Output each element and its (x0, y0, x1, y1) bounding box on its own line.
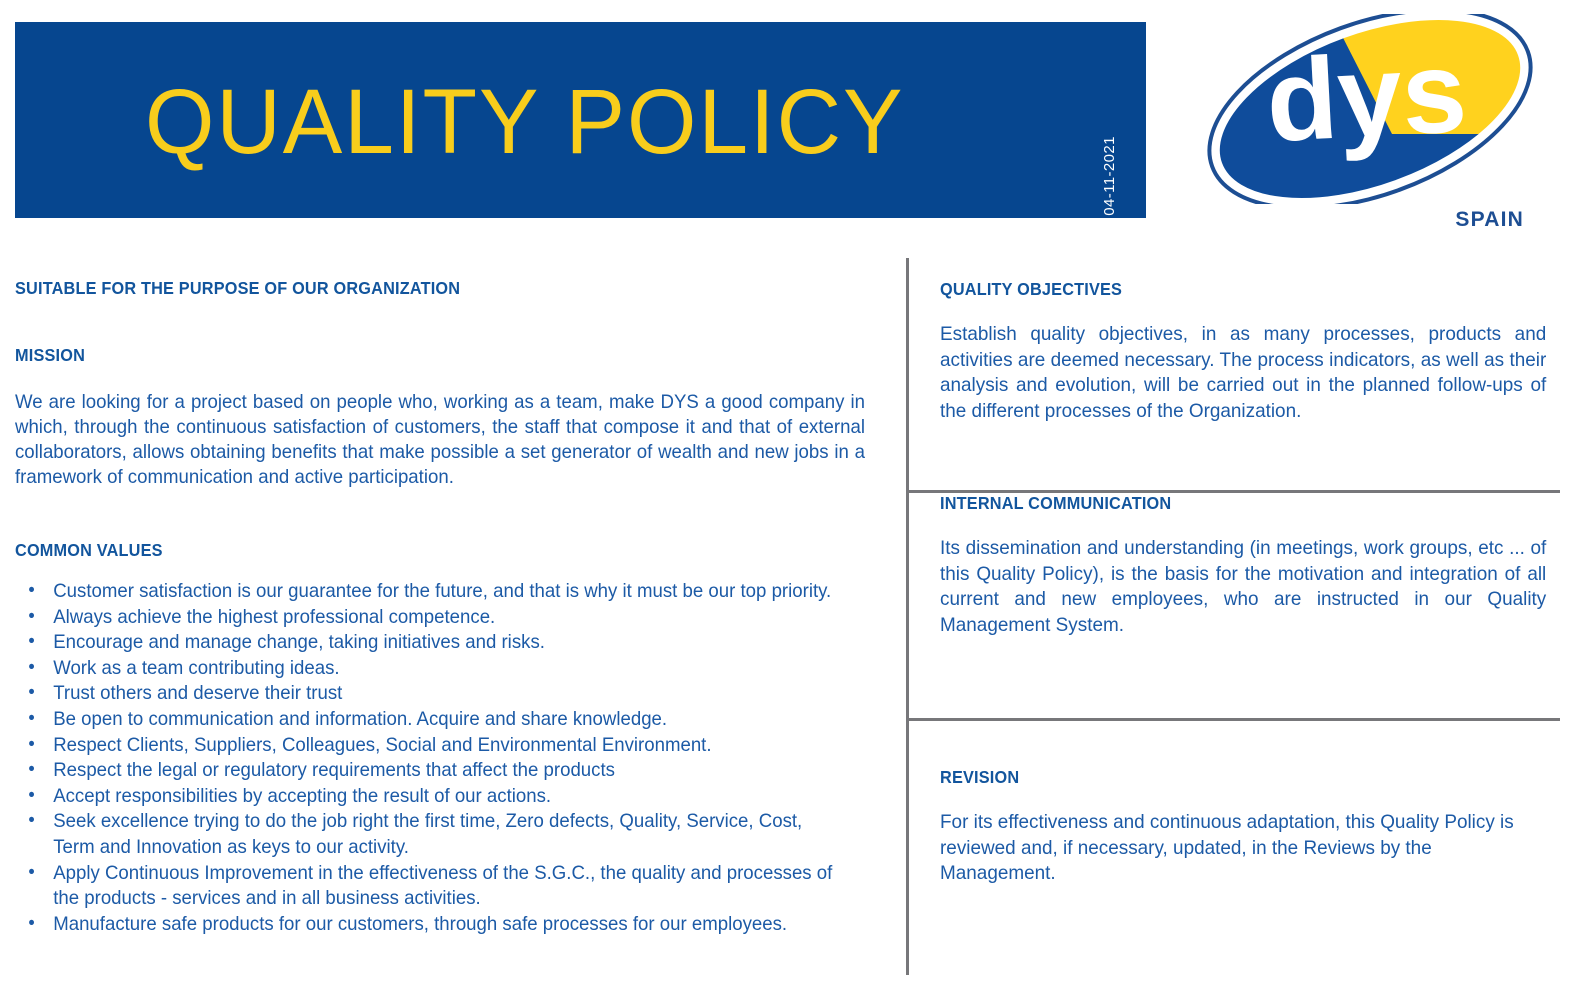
heading-revision: REVISION (940, 767, 1020, 787)
heading-mission: MISSION (15, 345, 86, 365)
revision-paragraph: For its effectiveness and continuous adaptation, this Quality Policy is reviewed and, if necessary, updated, in the Reviews by the Management. (940, 811, 1514, 884)
document-body (0, 250, 1577, 1000)
right-column (940, 250, 1554, 887)
list-item: • Seek excellence trying to do the job right the first time, Zero defects, Quality, Service, Cost, Term and Innovation as keys to our activity. (15, 809, 836, 860)
heading-suitable-purpose: SUITABLE FOR THE PURPOSE OF OUR ORGANIZATION (15, 278, 461, 298)
internal-communication-paragraph: Its dissemination and understanding (in meetings, work groups, etc ... of this Quality Policy), is the basis for the motivation and integration of all current and new employees, who are instructed in our Quality Management System. (940, 537, 1547, 636)
list-item: • Respect Clients, Suppliers, Colleagues, Social and Environmental Environment. (15, 733, 836, 759)
list-item: • Always achieve the highest professional competence. (15, 605, 836, 631)
list-item: • Apply Continuous Improvement in the effectiveness of the S.G.C., the quality and processes of the products - services and in all business activities. (15, 861, 836, 912)
panel-internal-communication (940, 461, 1554, 689)
revision-stamp (1096, 44, 1122, 275)
page-title: QUALITY POLICY (145, 71, 905, 173)
left-column (15, 250, 875, 937)
list-item: • Respect the legal or regulatory requirements that affect the products (15, 758, 836, 784)
svg-text:dys: dys (1263, 25, 1470, 167)
panel-revision (940, 689, 1554, 887)
column-divider (906, 258, 909, 975)
panel-quality-objectives (940, 250, 1554, 461)
list-item: • Accept responsibilities by accepting the result of our actions. (15, 784, 836, 810)
heading-common-values: COMMON VALUES (15, 540, 163, 560)
company-logo (1196, 14, 1566, 239)
dys-logo-icon (1196, 14, 1544, 204)
heading-internal-communication: INTERNAL COMMUNICATION (940, 493, 1172, 513)
revision-text: Rev. 5 - 04-11-2021 (1100, 136, 1118, 275)
list-item: • Encourage and manage change, taking initiatives and risks. (15, 630, 836, 656)
list-item: • Trust others and deserve their trust (15, 681, 836, 707)
mission-paragraph: We are looking for a project based on people who, working as a team, make DYS a good company in which, through the continuous satisfaction of customers, the staff that compose it and that of external collaborators, allows obtaining benefits that make possible a set generator of wealth and new jobs in a framework of communication and active participation. (15, 391, 865, 488)
common-values-list (15, 579, 836, 937)
logo-country-label: SPAIN (1455, 208, 1524, 231)
list-item: • Be open to communication and information. Acquire and share knowledge. (15, 707, 836, 733)
list-item: • Customer satisfaction is our guarantee for the future, and that is why it must be our top priority. (15, 579, 836, 605)
quality-objectives-paragraph: Establish quality objectives, in as many processes, products and activities are deemed necessary. The process indicators, as well as their analysis and evolution, will be carried out in the planned follow-ups of the different processes of the Organization. (940, 323, 1547, 422)
list-item: • Work as a team contributing ideas. (15, 656, 836, 682)
heading-quality-objectives: QUALITY OBJECTIVES (940, 279, 1123, 299)
list-item: • Manufacture safe products for our customers, through safe processes for our employees. (15, 912, 836, 938)
header-band (15, 22, 1146, 275)
